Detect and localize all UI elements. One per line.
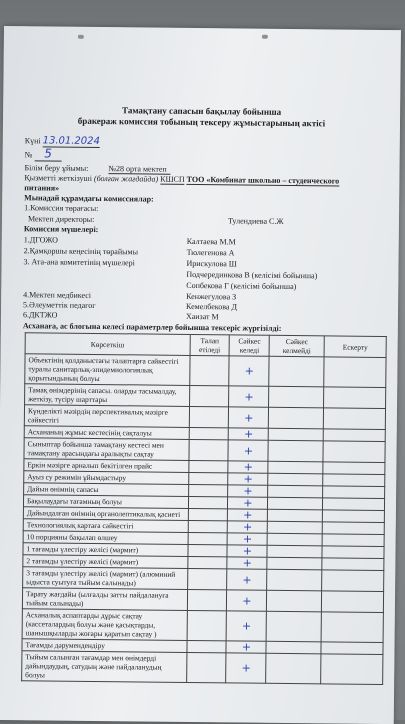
required-cell: [188, 532, 228, 544]
remark-cell: [322, 546, 384, 559]
compliant-mark: +: [226, 653, 266, 683]
member-role: 3. Ата-ана комитетінің мүшелері: [23, 257, 135, 268]
noncompliant-cell: [266, 653, 321, 684]
composition-heading: Мынадай құрамдағы комиссиялар:: [24, 193, 154, 204]
compliant-mark: +: [227, 590, 267, 611]
table-intro: Асханаға, ас блогына келесі параметрлер бойынша тексеріс жүргізілді:: [22, 321, 282, 333]
indicator-cell: 3 тағамды үлестіру желісі (мармит) (алюминий ыдыста суытуға тыйым салынады): [23, 567, 188, 590]
act-title-line2: бракераж комиссия тобының тексеру жұмыстарының актісі: [77, 115, 326, 129]
header-required: Талап етіледі: [190, 334, 230, 355]
remark-cell: [324, 357, 386, 388]
compliant-mark: +: [227, 569, 267, 590]
compliant-mark: +: [226, 611, 266, 641]
indicator-cell: Дайындалған өнімнің органолептикалық қасиеті: [23, 507, 188, 521]
remark-cell: [322, 570, 384, 592]
remark-cell: [322, 591, 384, 613]
provider-value: ТОО «Комбинат школьно – студенческого: [186, 174, 340, 186]
director-label: Мектеп директоры:: [27, 214, 95, 224]
required-cell: [187, 589, 227, 610]
compliant-mark: +: [228, 497, 268, 509]
org-value: №28 орта мектеп: [108, 164, 171, 175]
member-role: 5.Әлеуметтік педагог: [23, 300, 96, 310]
indicator-cell: Ауыз су режимін ұйымдастыру: [24, 471, 189, 485]
provider-note: (болған жағдайда): [93, 173, 159, 184]
remark-cell: [322, 558, 384, 571]
required-cell: [188, 496, 228, 508]
noncompliant-cell: [267, 533, 322, 546]
required-cell: [187, 568, 227, 589]
noncompliant-cell: [267, 557, 322, 570]
header-indicator: Көрсеткіш: [25, 333, 190, 356]
compliant-mark: +: [228, 509, 268, 521]
noncompliant-cell: [269, 407, 324, 429]
compliant-mark: +: [228, 485, 268, 497]
compliant-mark: +: [229, 407, 269, 428]
org-label: Білім беру ұйымы:: [24, 163, 89, 173]
required-cell: [189, 427, 229, 439]
member-role: 1.ДГОЖО: [23, 235, 59, 245]
remark-cell: [322, 522, 384, 535]
indicator-cell: Асханалық аспаптарды дұрыс сақтау (кассеталардың болуы және қасықтарды, шанышқыларды жоғары қаратып сақтау ): [22, 609, 187, 641]
indicator-cell: Дайын өнімнің сапасы: [24, 483, 189, 497]
inspection-table: [21, 332, 387, 685]
compliant-mark: +: [226, 641, 266, 653]
remark-cell: [323, 498, 385, 511]
noncompliant-cell: [268, 461, 323, 474]
compliant-mark: +: [228, 440, 268, 461]
indicator-cell: Күнделікті мәзірдің перспективалық мәзірге сәйкестігі: [24, 405, 189, 428]
compliant-mark: +: [229, 428, 269, 440]
member-role: 4.Мектеп медбикесі: [23, 290, 92, 300]
noncompliant-cell: [266, 641, 321, 654]
compliant-mark: +: [227, 557, 267, 569]
member-name: Калтаева М.М: [186, 236, 236, 247]
date-label: Күні: [24, 136, 41, 146]
remark-cell: [323, 408, 385, 430]
table-row: [25, 354, 386, 388]
indicator-cell: 1 тағамды үлестіру желісі (мармит): [23, 543, 188, 557]
noncompliant-cell: [268, 485, 323, 498]
indicator-cell: Тағамды дәрумендендіру: [22, 639, 187, 653]
noncompliant-cell: [268, 428, 323, 441]
date-value: 13.01.2024: [42, 135, 100, 148]
member-name: Сопбекова Г (келісімі бойынша): [186, 280, 297, 292]
noncompliant-cell: [268, 473, 323, 486]
required-cell: [188, 472, 228, 484]
member-name: Ирискулова Ш: [186, 258, 237, 269]
compliant-mark: +: [227, 545, 267, 557]
noncompliant-cell: [267, 521, 322, 534]
noncompliant-cell: [266, 611, 321, 642]
required-cell: [188, 520, 228, 532]
remark-cell: [323, 486, 385, 499]
indicator-cell: Тамақ өнімдерінің сапасы. оларды тасымалдау, жеткізу, түсіру шарттары: [25, 384, 190, 407]
compliant-mark: +: [229, 356, 269, 386]
number-label: №: [24, 150, 33, 160]
chair-heading: 1.Комиссия төрағасы:: [24, 203, 99, 213]
punch-hole: [78, 35, 84, 39]
header-noncompliant: Сәйкес келмейді: [269, 335, 324, 357]
header-remark: Ескерту: [324, 336, 386, 358]
noncompliant-cell: [267, 569, 322, 591]
required-cell: [186, 652, 226, 682]
required-cell: [187, 640, 227, 652]
required-cell: [187, 556, 227, 568]
indicator-cell: 10 порцияны бақылап өлшеу: [23, 531, 188, 545]
provider-row: [24, 173, 339, 186]
noncompliant-cell: [267, 590, 322, 612]
member-name: Кемелбекова Д: [186, 301, 237, 312]
provider-prefix: КШСП: [160, 174, 185, 184]
number-row: [25, 148, 62, 160]
remark-cell: [323, 429, 385, 442]
required-cell: [188, 460, 228, 472]
punch-hole: [262, 35, 268, 39]
member-role: 6.ДКТЖО: [22, 310, 58, 320]
remark-cell: [322, 534, 384, 547]
noncompliant-cell: [269, 386, 324, 408]
noncompliant-cell: [269, 356, 324, 387]
remark-cell: [323, 462, 385, 475]
compliant-mark: +: [228, 461, 268, 473]
indicator-cell: Тыйым салынған тағамдар мен өнімдерді дайындаудың, сатудың және пайдаланудың болуы: [22, 651, 187, 683]
member-name: Подчерединкова В (келісімі бойынша): [186, 269, 318, 281]
provider-label: Қызметті жеткізуші: [24, 173, 93, 183]
required-cell: [188, 508, 228, 520]
noncompliant-cell: [268, 497, 323, 510]
required-cell: [189, 406, 229, 427]
remark-cell: [321, 654, 383, 685]
remark-cell: [322, 510, 384, 523]
required-cell: [189, 385, 229, 406]
noncompliant-cell: [268, 509, 323, 522]
number-value: 5: [34, 146, 62, 161]
compliant-mark: +: [228, 521, 268, 533]
indicator-cell: Асхананың жұмыс кестесінің сақталуы: [24, 426, 189, 440]
table-row: [22, 651, 383, 685]
required-cell: [189, 355, 229, 385]
required-cell: [188, 484, 228, 496]
remark-cell: [323, 441, 385, 463]
member-role: 2.Қамқоршы кеңесінің төрайымы: [23, 246, 139, 257]
indicator-cell: Сыныптар бойынша тамақтану кестесі мен тамақтану арасындағы аралықты сақтау: [24, 438, 189, 461]
indicator-cell: Объектінің қолданыстағы талаптарға сәйкестігі туралы санитарлық-эпидемиологиялық қорытындының болуы: [25, 354, 190, 386]
compliant-mark: +: [228, 473, 268, 485]
member-name: Хаизат М: [185, 311, 219, 322]
remark-cell: [321, 612, 383, 643]
members-heading: Комиссия мүшелері:: [23, 224, 99, 234]
remark-cell: [321, 642, 383, 655]
indicator-cell: 2 тағамды үлестіру желісі (мармит): [23, 555, 188, 569]
indicator-cell: Бақылаудағы тағамның болуы: [23, 495, 188, 509]
header-compliant: Сәйкес келеді: [229, 335, 269, 356]
document-page: [0, 26, 401, 724]
noncompliant-cell: [267, 545, 322, 558]
remark-cell: [323, 474, 385, 487]
member-name: Тюлегенова А: [186, 247, 235, 258]
director-name: Тулендиева С.Ж: [227, 216, 284, 226]
table-row: [22, 609, 383, 643]
required-cell: [187, 610, 227, 640]
provider-value-cont: питания»: [24, 183, 60, 193]
indicator-cell: Еркін мәзірге арналып бекітілген прайс: [24, 459, 189, 473]
required-cell: [188, 544, 228, 556]
member-name: Кенжегулова З: [186, 291, 237, 302]
indicator-cell: Технологиялық картаға сәйкестігі: [23, 519, 188, 533]
act-title-line1: Тамақтану сапасын бақылау бойынша: [122, 105, 282, 117]
noncompliant-cell: [268, 440, 323, 462]
indicator-cell: Тарату жағдайы (ылғалды затты пайдалануға тыйым салынады): [22, 588, 187, 611]
required-cell: [189, 439, 229, 460]
remark-cell: [324, 387, 386, 409]
compliant-mark: +: [229, 386, 269, 407]
compliant-mark: +: [227, 533, 267, 545]
